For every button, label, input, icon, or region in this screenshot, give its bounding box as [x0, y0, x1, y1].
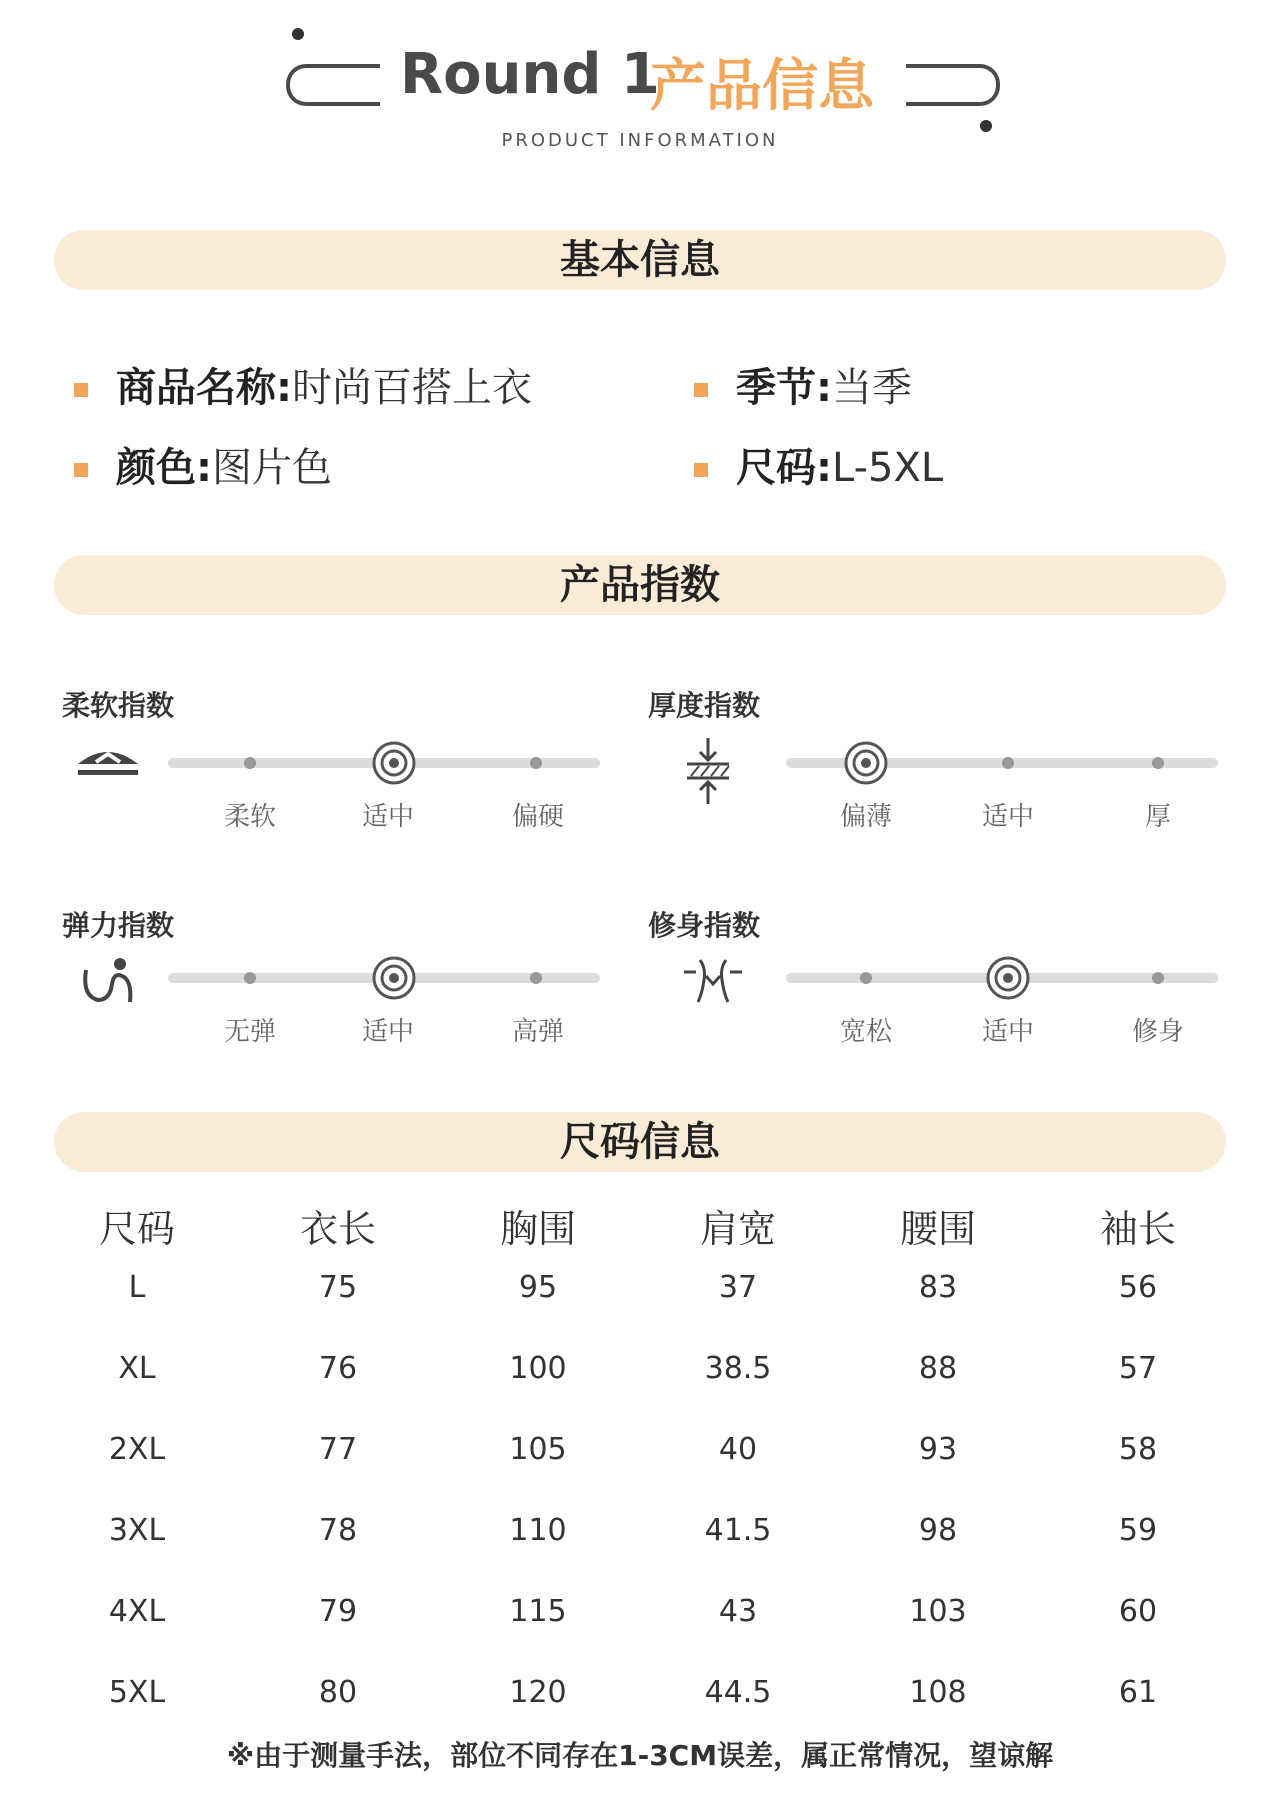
size-table-cell: XL	[118, 1351, 156, 1386]
size-table-cell: 44.5	[704, 1675, 772, 1710]
size-table-header: 尺码	[98, 1207, 176, 1251]
size-table-cell: 77	[318, 1432, 358, 1467]
size-table-cell: 56	[1118, 1270, 1158, 1305]
thickness-index-label-2: 适中	[981, 802, 1035, 832]
bullet-icon	[694, 463, 708, 477]
info-key: 尺码:	[736, 445, 832, 491]
info-value: 当季	[832, 365, 912, 411]
size-table-cell: 88	[918, 1351, 958, 1386]
elasticity-index-dot-3	[530, 972, 542, 984]
softness-index-title: 柔软指数	[62, 689, 175, 722]
thickness-index-title: 厚度指数	[648, 689, 761, 722]
thickness-index-label-1: 偏薄	[839, 802, 893, 832]
softness-index-dot-1	[244, 757, 256, 769]
size-table-cell: 37	[718, 1270, 758, 1305]
elasticity-index-selected-marker	[372, 956, 416, 1000]
bullet-icon	[694, 383, 708, 397]
header-right-ornament	[906, 64, 1000, 106]
size-table-cell: 80	[318, 1675, 358, 1710]
fit-index-dot-3	[1152, 972, 1164, 984]
size-table-cell: 93	[918, 1432, 958, 1467]
elasticity-index-label-2: 适中	[361, 1017, 415, 1047]
size-table-cell: 79	[318, 1594, 358, 1629]
softness-icon	[74, 744, 142, 780]
size-table-cell: L	[128, 1270, 146, 1305]
header-dot-left	[292, 28, 304, 40]
section-index-title: 产品指数	[54, 555, 1226, 615]
thickness-icon	[683, 736, 733, 806]
section-basic-info-title: 基本信息	[54, 230, 1226, 290]
header-title-en: Round 1	[400, 42, 660, 107]
measurement-note: ※由于测量手法，部位不同存在1-3CM误差，属正常情况，望谅解	[226, 1739, 1054, 1772]
fit-index-label-1: 宽松	[839, 1017, 893, 1047]
size-table-header: 袖长	[1099, 1207, 1177, 1251]
size-table-cell: 2XL	[108, 1432, 166, 1467]
elasticity-index-label-3: 高弹	[511, 1017, 565, 1047]
size-table-cell: 58	[1118, 1432, 1158, 1467]
size-table-cell: 103	[909, 1594, 967, 1629]
size-table-cell: 41.5	[704, 1513, 772, 1548]
size-table-cell: 3XL	[108, 1513, 166, 1548]
softness-index-label-1: 柔软	[223, 802, 277, 832]
size-table-cell: 76	[318, 1351, 358, 1386]
fit-index-title: 修身指数	[648, 909, 761, 942]
header-subtitle: PRODUCT INFORMATION	[501, 130, 779, 151]
thickness-index-label-3: 厚	[1144, 802, 1172, 832]
info-key: 颜色:	[116, 445, 212, 491]
softness-index-label-3: 偏硬	[511, 802, 565, 832]
fit-icon	[682, 956, 744, 1006]
size-table-cell: 38.5	[704, 1351, 772, 1386]
size-table-cell: 100	[509, 1351, 567, 1386]
info-key: 季节:	[736, 365, 832, 411]
size-table-cell: 120	[509, 1675, 567, 1710]
bullet-icon	[74, 383, 88, 397]
size-table-cell: 110	[509, 1513, 567, 1548]
fit-index-dot-1	[860, 972, 872, 984]
size-table-cell: 83	[918, 1270, 958, 1305]
fit-index-label-3: 修身	[1131, 1017, 1185, 1047]
header-left-ornament	[286, 64, 380, 106]
softness-index-selected-marker	[372, 741, 416, 785]
bullet-icon	[74, 463, 88, 477]
softness-index-dot-3	[530, 757, 542, 769]
size-table-header: 胸围	[499, 1207, 577, 1251]
thickness-index-dot-2	[1002, 757, 1014, 769]
size-table-header: 肩宽	[699, 1207, 777, 1251]
info-value: L-5XL	[832, 445, 944, 491]
size-table-header: 衣长	[299, 1207, 377, 1251]
elasticity-icon	[80, 956, 138, 1006]
size-table-cell: 78	[318, 1513, 358, 1548]
elasticity-index-title: 弹力指数	[62, 909, 175, 942]
info-value: 图片色	[212, 445, 332, 491]
info-size	[694, 436, 943, 493]
size-table-cell: 115	[509, 1594, 567, 1629]
size-table-cell: 61	[1118, 1675, 1158, 1710]
header-title-cn: 产品信息	[650, 54, 874, 119]
info-value: 时尚百搭上衣	[292, 365, 532, 411]
size-table-cell: 95	[518, 1270, 558, 1305]
thickness-index-dot-3	[1152, 757, 1164, 769]
size-table-cell: 108	[909, 1675, 967, 1710]
size-table-cell: 5XL	[108, 1675, 166, 1710]
info-product-name	[74, 356, 532, 413]
size-table-cell: 40	[718, 1432, 758, 1467]
size-table-cell: 57	[1118, 1351, 1158, 1386]
info-key: 商品名称:	[116, 365, 292, 411]
size-table-cell: 98	[918, 1513, 958, 1548]
section-size-title: 尺码信息	[54, 1112, 1226, 1172]
thickness-index-selected-marker	[844, 741, 888, 785]
softness-index-label-2: 适中	[361, 802, 415, 832]
elasticity-index-dot-1	[244, 972, 256, 984]
info-color	[74, 436, 332, 493]
info-season	[694, 356, 912, 413]
size-table-cell: 105	[509, 1432, 567, 1467]
size-table-cell: 43	[718, 1594, 758, 1629]
size-table-cell: 59	[1118, 1513, 1158, 1548]
elasticity-index-label-1: 无弹	[223, 1017, 277, 1047]
size-table-cell: 60	[1118, 1594, 1158, 1629]
fit-index-label-2: 适中	[981, 1017, 1035, 1047]
fit-index-selected-marker	[986, 956, 1030, 1000]
size-table-cell: 75	[318, 1270, 358, 1305]
size-table-header: 腰围	[899, 1207, 977, 1251]
size-table-cell: 4XL	[108, 1594, 166, 1629]
